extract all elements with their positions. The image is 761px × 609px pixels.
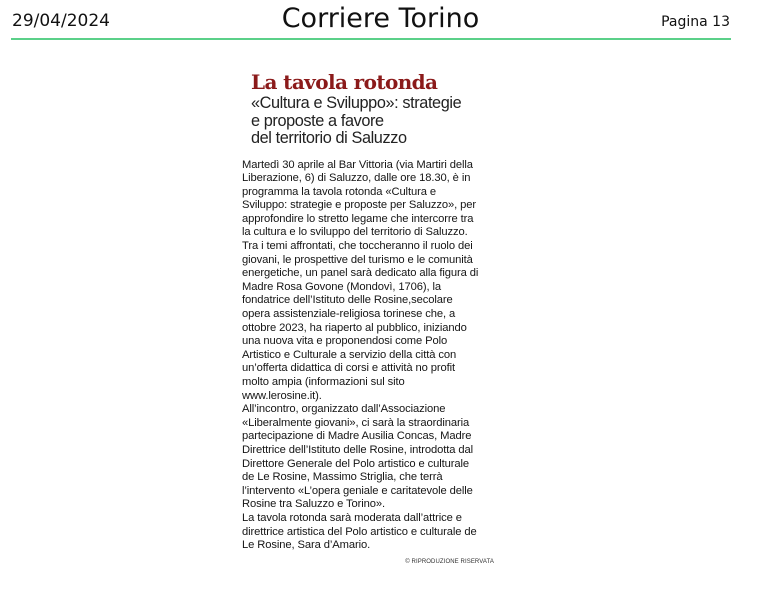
article-body [242,159,504,553]
body-line: molto ampia (informazioni sul sito [242,376,405,388]
body-line: opera assistenziale-religiosa torinese che, a [242,308,456,321]
article-kicker: La tavola rotonda [251,70,438,94]
body-line: una nuova vita e proponendosi come Polo [242,335,448,348]
body-line: La tavola rotonda sarà moderata dall’attrice e [242,511,462,524]
page-number: Pagina 13 [661,14,730,30]
body-line: Direttrice dell’Istituto delle Rosine, introdotta dal [242,443,473,456]
publication-date: 29/04/2024 [12,11,110,31]
body-line: giovani, le prospettive del turismo e le comunità [242,253,473,266]
body-line: Sviluppo: strategie e proposte per Saluzzo», per [242,199,477,212]
body-line: Madre Rosa Govone (Mondovì, 1706), la [242,280,442,293]
body-line: un’offerta didattica di corsi e attività no profit [242,362,456,375]
newspaper-title: Corriere Torino [281,3,480,34]
body-line: ottobre 2023, ha riaperto al pubblico, iniziando [242,321,467,334]
body-line: Rosine tra Saluzzo e Torino». [242,498,386,511]
body-line: Liberazione, 6) di Saluzzo, dalle ore 18.30, è in [242,172,471,185]
headline-line: e proposte a favore [251,111,384,130]
body-line: www.lerosine.it). [242,389,322,402]
header-divider [11,38,731,40]
body-line: Tra i temi affrontati, che toccheranno il ruolo dei [242,240,473,253]
headline-line: «Cultura e Sviluppo»: strategie [251,94,462,112]
body-line: direttrice artistica del Polo artistico e culturale de [242,525,477,538]
body-line: Martedì 30 aprile al Bar Vittoria (via Martiri della [242,158,473,171]
article [242,70,504,566]
copyright-notice: © RIPRODUZIONE RISERVATA [405,558,494,565]
body-line: Artistico e Culturale a servizio della città con [242,348,457,361]
body-line: «Liberalmente giovani», ci sarà la straordinaria [242,416,470,429]
article-headline [251,95,501,148]
body-line: Direttore Generale del Polo artistico e culturale [242,457,470,470]
body-line: Le Rosine, Sara d’Amario. [242,539,371,552]
body-line: fondatrice dell’Istituto delle Rosine,secolare [242,294,453,307]
body-line: programma la tavola rotonda «Cultura e [242,185,436,198]
body-line: de Le Rosine, Massimo Striglia, che terrà [242,471,443,484]
body-line: l’intervento «L’opera geniale e caritatevole delle [242,484,473,497]
body-line: approfondire lo stretto legame che intercorre tra [242,212,474,225]
body-line: energetiche, un panel sarà dedicato alla figura di [242,267,479,280]
body-line: la cultura e lo sviluppo del territorio di Saluzzo. [242,226,468,239]
body-line: All’incontro, organizzato dall’Associazione [242,403,446,416]
body-line: partecipazione di Madre Ausilia Concas, Madre [242,430,472,443]
headline-line: del territorio di Saluzzo [251,129,407,147]
